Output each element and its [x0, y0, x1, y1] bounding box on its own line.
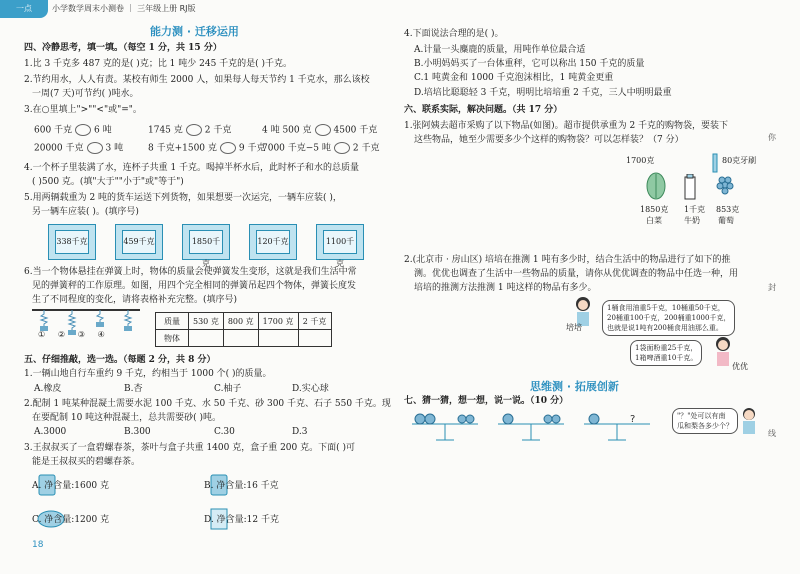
q4-title: 四、冷静思考，填一填。（每空 1 分，共 15 分）	[24, 43, 222, 53]
option[interactable]: A. 净含量:1600 克	[32, 481, 110, 491]
q5-title: 五、仔细推敲，选一选。（每题 2 分，共 8 分）	[24, 355, 216, 365]
q5-1: 1.一辆山地自行车重约 9 千克，约相当于 1000 个( )的质量。	[24, 369, 272, 379]
cmp-item: 1745 克 2 千克	[148, 125, 232, 136]
compare-circle[interactable]	[334, 142, 350, 154]
cmp-item: 20000 千克 3 吨	[34, 143, 124, 154]
q4-6c: 生了不同程度的变化，请将表格补充完整。(填序号)	[32, 295, 238, 305]
q5-3b: 能是王叔叔买的碧螺春茶。	[32, 457, 141, 467]
q7-title: 七、猜一猜，想一想，说一说。（10 分）	[404, 396, 569, 406]
q6-title: 六、联系实际，解决问题。（共 17 分）	[404, 105, 563, 115]
cmp-item: 600 千克 6 吨	[34, 125, 112, 136]
table-cell: 800 克	[223, 313, 258, 330]
speech-bubble: "？"处可以有南 瓜和梨各多少个？	[672, 408, 738, 434]
table-cell: 1700 克	[258, 313, 298, 330]
milk-icon	[684, 174, 696, 200]
mass-table	[155, 312, 332, 347]
spring-labels: ① ② ③ ④	[38, 330, 105, 339]
option[interactable]: B.杏	[124, 384, 143, 394]
option[interactable]: D.3	[292, 427, 308, 437]
option[interactable]: C.1 吨黄金和 1000 千克泡沫相比，1 吨黄金更重	[414, 73, 614, 83]
cargo-box-1: 338千克	[48, 224, 96, 260]
option[interactable]: C.30	[214, 427, 235, 437]
option[interactable]: A.3000	[34, 427, 67, 437]
compare-circle[interactable]	[186, 124, 202, 136]
section-ability-title: 能力测 · 迁移运用	[150, 25, 239, 38]
item-name: 白菜	[646, 216, 662, 225]
option[interactable]: C.柚子	[214, 384, 242, 394]
q6-2a: 2.(北京市 · 房山区) 培培在推测 1 吨有多少时，结合生活中的物品进行了如下的推	[404, 255, 731, 265]
page-number: 18	[32, 540, 44, 550]
q4-2b: 一周(7 天)可节约( )吨水。	[32, 89, 139, 99]
table-cell: 质量	[156, 313, 189, 330]
option[interactable]: D.培培比聪聪轻 3 千克，明明比培培重 2 千克，三人中明明最重	[414, 88, 672, 98]
header-title: 小学数学周末小测卷 ｜ 三年级上册 RJ版	[52, 4, 196, 13]
answer-cell[interactable]	[258, 330, 298, 347]
compare-circle[interactable]	[87, 142, 103, 154]
cmp-item: 7000 千克−5 吨 2 千克	[262, 143, 380, 154]
item-name: 葡萄	[718, 216, 734, 225]
table-row	[156, 313, 332, 330]
girl-avatar	[712, 336, 734, 368]
cmp-item: 8 千克+1500 克 9 千克	[148, 143, 266, 154]
q5-3a: 3.王叔叔买了一盒碧螺春茶，茶叶与盒子共重 1400 克，盒子重 200 克。下面( )可	[24, 443, 355, 453]
q5-2b: 在要配制 10 吨这种混凝土，总共需要砂( )吨。	[32, 413, 222, 423]
compare-circle[interactable]	[315, 124, 331, 136]
toothbrush-icon	[708, 152, 722, 174]
compare-circle[interactable]	[220, 142, 236, 154]
table-cell: 2 千克	[298, 313, 331, 330]
compare-circle[interactable]	[75, 124, 91, 136]
item-weight: 853克	[716, 205, 740, 214]
cargo-box-3: 1850千克	[182, 224, 230, 260]
item-weight: 1千克	[684, 205, 706, 214]
svg-text:?: ?	[630, 414, 636, 425]
binding-char: 线	[768, 429, 776, 438]
q4-right: 4.下面说法合理的是( )。	[404, 29, 504, 39]
cmp-item: 4 吨 500 克 4500 千克	[262, 125, 378, 136]
option[interactable]: D. 净含量:12 千克	[204, 515, 279, 525]
option[interactable]: B.300	[124, 427, 151, 437]
peipei-label: 培培	[566, 323, 582, 332]
item-label: 80克牙刷	[722, 156, 757, 165]
q5-2a: 2.配制 1 吨某种混凝土需要水泥 100 千克、水 50 千克、砂 300 千克、石子 550 千克。现	[24, 399, 391, 409]
header-badge: 一点	[0, 0, 48, 18]
grapes-icon	[716, 174, 736, 200]
item-weight: 1850克	[640, 205, 669, 214]
answer-cell[interactable]	[223, 330, 258, 347]
youyou-label: 优优	[732, 362, 748, 371]
q6-1a: 1.张阿姨去超市采购了以下物品(如图)。超市提供承重为 2 千克的购物袋，要装下	[404, 121, 729, 131]
binding-char: 你	[768, 133, 776, 142]
cabbage-icon	[644, 170, 668, 202]
option[interactable]: A.橡皮	[34, 384, 62, 394]
q4-4a: 4.一个杯子里装满了水，连杯子共重 1 千克。喝掉半杯水后，此时杯子和水的总质量	[24, 163, 360, 173]
boy-avatar	[738, 406, 760, 436]
binding-char: 封	[768, 283, 776, 292]
table-cell: 物体	[156, 330, 189, 347]
cargo-box-4: 120千克	[249, 224, 297, 260]
answer-cell[interactable]	[298, 330, 331, 347]
q6-1b: 这些物品，她至少需要多少个这样的购物袋？可以怎样装？（7 分）	[414, 135, 684, 145]
q4-1: 1.比 3 千克多 487 克的是( )克；比 1 吨少 245 千克的是( )千克。	[24, 59, 293, 69]
option[interactable]: D.实心球	[292, 384, 329, 394]
speech-bubble: 1袋面粉重25千克， 1箱啤酒重10千克。	[630, 340, 702, 366]
cargo-box-2: 459千克	[115, 224, 163, 260]
option[interactable]: B. 净含量:16 千克	[204, 481, 279, 491]
q4-5a: 5.用两辆载重为 2 吨的货车运送下列货物，如果想要一次运完，一辆车应装( )，	[24, 193, 342, 203]
q6-2b: 测。优优也调查了生活中一些物品的质量，请你从优优调查的物品中任选一种，用	[414, 269, 739, 279]
q4-6a: 6.当一个物体悬挂在弹簧上时，物体的质量会使弹簧发生变形，这就是我们生活中常	[24, 267, 357, 277]
option[interactable]: A.计量一头麋鹿的质量，用吨作单位最合适	[414, 45, 586, 55]
answer-cell[interactable]	[189, 330, 224, 347]
speech-bubble: 1桶食用油重5千克，10桶重50千克， 20桶重100千克，200桶重1000千克， 也就是说1吨有200桶食用油那么重。	[602, 300, 735, 336]
q4-4b: ( )500 克。(填"大于""小于"或"等于")	[32, 177, 184, 187]
item-label: 1700克	[626, 156, 655, 165]
q4-3: 3.在○里填上">""<"或"="。	[24, 105, 142, 115]
q4-6b: 见的弹簧秤的工作原理。如图，用四个完全相同的弹簧吊起四个物体，弹簧长度发	[32, 281, 357, 291]
option[interactable]: B.小明妈妈买了一台体重秤，它可以称出 150 千克的质量	[414, 59, 645, 69]
table-cell: 530 克	[189, 313, 224, 330]
option[interactable]: C. 净含量:1200 克	[32, 515, 110, 525]
item-name: 牛奶	[684, 216, 700, 225]
q4-2a: 2.节约用水，人人有责。某校有师生 2000 人，如果每人每天节约 1 千克水，那么该校	[24, 75, 370, 85]
table-row	[156, 330, 332, 347]
q6-2c: 培培的推测方法推测 1 吨这样的物品有多少。	[414, 283, 597, 293]
cargo-box-5: 1100千克	[316, 224, 364, 260]
q4-5b: 另一辆车应装( )。(填序号)	[32, 207, 139, 217]
balance-scales-illustration	[408, 410, 658, 446]
section-thinking-title: 思维测 · 拓展创新	[530, 380, 619, 393]
